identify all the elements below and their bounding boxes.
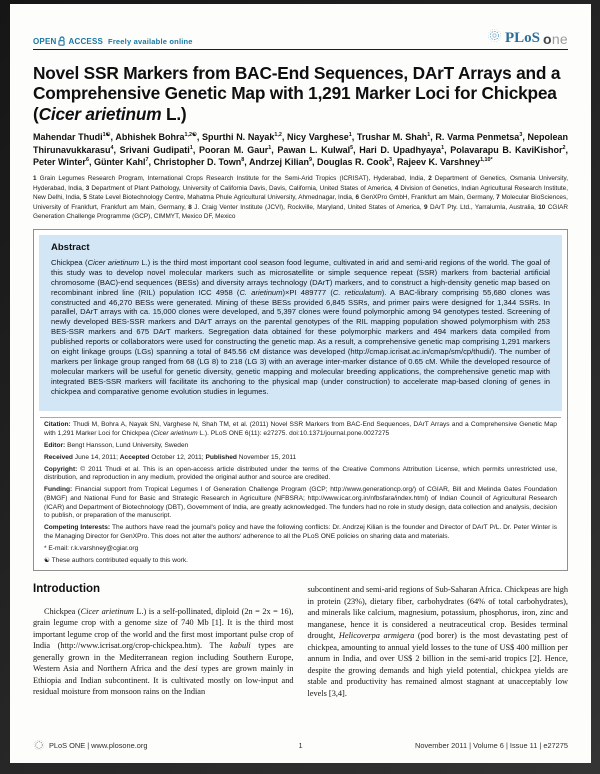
page-content — [33, 4, 568, 699]
plos-one-logo — [487, 28, 568, 46]
introduction-section — [33, 584, 568, 699]
intro-column-right — [308, 584, 569, 699]
frontmatter-box — [33, 229, 568, 571]
footer-journal-label: PLoS ONE | www.plosone.org — [49, 740, 148, 750]
introduction-heading: Introduction — [33, 583, 101, 596]
paper-page — [10, 4, 591, 763]
freely-available-label: Freely available online — [108, 36, 193, 46]
affiliations: 1 Grain Legumes Research Program, International Crops Research Institute for the Semi-Arid Tropics (ICRISAT), Hyderabad, India, 2 Department of Genetics, Osmania University, Hyderabad, India, 3 Department of Plant Pathology, University of California Davis, Davis, California, United States of America, 4 Division of Genetics, Indian Agricultural Research Institute, New Delhi, India, 5 State Level Biotechnology Centre, Mahatma Phule Agricultural University, Ahmednagar, India, 6 GenXPro GmbH, Frankfurt am Main, Germany, 7 Molecular BioSciences, University of Frankfurt, Frankfurt am Main, Germany, 8 J. Craig Venter Institute (JCVI), Rockville, Maryland, United States of America, 9 DArT Pty. Ltd., Yarralumla, Australia, 10 CGIAR Generation Challenge Programme (GCP), CIMMYT, Mexico DF, Mexico — [33, 175, 568, 221]
intro-paragraph-right: subcontinent and semi-arid regions of Sub-Saharan Africa. Chickpeas are high in protein (23%), dietary fiber, carbohydrates (64% of total carbohydrates), and minerals like calcium, magnesium, potassium, phosphorus, iron, zinc and manganese, hence it is considered a neutraceutical crop. Besides terminal drought, Helicoverpa armigera (pod borer) is the most devastating pest of chickpea, amounting to annual yield losses to the tune of US$ 400 million per annum in India, and over US$ 2 billion in the semi-arid tropics [2]. Hence, despite the growing demands and high yield potential, chickpea yields are stable and productivity has remained almost stagnant at unacceptably low levels [3,4]. — [307, 585, 568, 698]
email-note: * E-mail: r.k.varshney@cgiar.org — [44, 544, 139, 552]
copyright-note: Copyright: © 2011 Thudi et al. This is an open-access article distributed under the terms of the Creative Commons Attribution License, which permits unrestricted use, distribution, and reproduction in any medium, provided the original author and source are credited. — [44, 465, 558, 482]
abstract-box — [39, 235, 562, 411]
open-access-banner — [33, 36, 193, 46]
logo-one-o: o — [542, 31, 552, 47]
open-lock-icon — [58, 36, 66, 46]
funding-note: Funding: Financial support from Tropical Legumes I of Generation Challenge Program (GCP; http://www.generationcp.org/) of CGIAR, Bill and Melinda Gates Foundation (BMGF) and National Fund for Basic and Strategic Research in Agriculture (NFBSRA; http://www.icar.org.in/nfbsfara/index.html) of Indian Council of Agricultural Research (ICAR) and Department of Biotechnology (DBT), Government of India, are greatly acknowledged. The funders had no role in study design, data collection and analysis, decision to publish, or preparation of the manuscript. — [44, 486, 558, 520]
equal-contribution-note: ☯ These authors contributed equally to this work. — [44, 556, 188, 564]
footer-plos-icon — [33, 739, 45, 751]
abstract-heading: Abstract — [51, 241, 90, 253]
competing-interests-note: Competing Interests: The authors have read the journal's policy and have the following conflicts: Dr. Andrzej Kilian is the founder and Director of DArT P/L. Dr. Peter Winter is the Managing Director for GenXPro. This does not alter the authors' adherence to all the PLoS ONE policies on sharing data and materials. — [44, 524, 557, 540]
page-title: Novel SSR Markers from BAC-End Sequences, DArT Arrays and a Comprehensive Genetic Map with 1,291 Marker Loci for Chickpea (Cicer arietinum L.) — [33, 63, 561, 124]
plos-sketch-icon — [487, 28, 502, 43]
authors-line: Mahendar Thudi$^{1☯}$, Abhishek Bohra$^{1,2☯}$, Spurthi N. Nayak$^{1,2}$, Nicy Varghese$^1$, Trushar M. Shah$^1$, R. Varma Penmetsa$^3$, Nepolean Thirunavukkarasu$^4$, Srivani Gudipati$^1$, Pooran M. Gaur$^1$, Pawan L. Kulwal$^5$, Hari D. Upadhyaya$^1$, Polavarapu B. KaviKishor$^2$, Peter Winter$^6$, Günter Kahl$^7$, Christopher D. Town$^8$, Andrzej Kilian$^9$, Douglas R. Cook$^3$, Rajeev K. Varshney$^{1,10*}$ — [33, 132, 569, 168]
open-access-open-label: OPEN — [33, 36, 57, 46]
intro-paragraph-left: Chickpea (Cicer arietinum L.) is a self-pollinated, diploid (2n = 2x = 16), grain legume crop with a genome size of 740 Mb [1]. It is the third most important legume crop of the world and the first most important pulse crop of India (http://www.icrisat.org/crop-chickpea.htm). The kabuli types are generally grown in the Mediterranean region including Southern Europe, Western Asia and Northern Africa and the desi types are grown mainly in Ethiopia and Indian subcontinent. It is cultivated mostly on low-input and residual moisture from monsoon rains on the Indian — [33, 606, 294, 697]
logo-text-plos: PLoS — [504, 30, 540, 46]
intro-column-left — [33, 584, 294, 699]
frontmatter-notes — [39, 421, 562, 565]
footer-issue-label: November 2011 | Volume 6 | Issue 11 | e27275 — [415, 740, 568, 750]
editor-note: Editor: Bengt Hansson, Lund University, Sweden — [44, 441, 189, 449]
footer-page-number: 1 — [298, 740, 303, 750]
abstract-text: Chickpea (Cicer arietinum L.) is the third most important cool season food legume, cultivated in arid and semi-arid regions of the world. The goal of this study was to develop novel molecular markers such as microsatellite or simple sequence repeat (SSR) markers from bacterial artificial chromosome (BAC)-end sequences (BESs) and diversity arrays technology (DArT) markers, and to construct a high-density genetic map based on recombinant inbred line (RIL) population ICC 4958 (C. arietinum)×PI 489777 (C. reticulatum). A BAC-library comprising 55,680 clones was constructed and 46,270 BESs were generated. Mining of these BESs provided 6,845 SSRs, and primer pairs were designed for 1,344 SSRs. In parallel, DArT arrays with ca. 15,000 clones were developed, and 5,397 clones were found polymorphic among 94 genotypes tested. Screening of newly developed BES-SSR markers and DArT arrays on the parental genotypes of the RIL mapping population showed polymorphism with 253 BES-SSR markers and 675 DArT markers. Segregation data obtained for these polymorphic markers and 494 markers data compiled from published reports or collaborators were used for constructing the genetic map. As a result, a comprehensive genetic map comprising 1,291 markers on eight linkage groups (LGs) spanning a total of 845.56 cM distance was developed (http://cmap.icrisat.ac.in/cmap/sm/cp/thudi/). The number of markers per linkage group ranged from 68 (LG 8) to 218 (LG 3) with an average inter-marker distance of 0.65 cM. While the developed resource of molecular markers will be useful for genetic diversity, genetic mapping and molecular breeding applications, the comprehensive genetic map with integrated BES-SSR markers will facilitate its anchoring to the physical map (under construction) to accelerate map-based cloning of genes in chickpea and comparative genome evolution studies in legumes. — [51, 257, 551, 396]
logo-text-one — [543, 32, 568, 46]
page-header — [33, 22, 568, 46]
footer-journal-block — [33, 739, 298, 751]
dates-note: Received June 14, 2011; Accepted October 12, 2011; Published November 15, 2011 — [44, 453, 297, 461]
citation-note: Citation: Thudi M, Bohra A, Nayak SN, Varghese N, Shah TM, et al. (2011) Novel SSR Markers from BAC-End Sequences, DArT Arrays and a Comprehensive Genetic Map with 1,291 Marker Loci for Chickpea (Cicer arietinum L.). PLoS ONE 6(11): e27275. doi:10.1371/journal.pone.0027275 — [44, 421, 557, 437]
header-divider — [33, 49, 568, 50]
logo-one-ne: ne — [551, 31, 568, 47]
page-footer — [33, 739, 568, 751]
open-access-access-label: ACCESS — [68, 36, 104, 46]
frontmatter-divider — [40, 417, 561, 418]
